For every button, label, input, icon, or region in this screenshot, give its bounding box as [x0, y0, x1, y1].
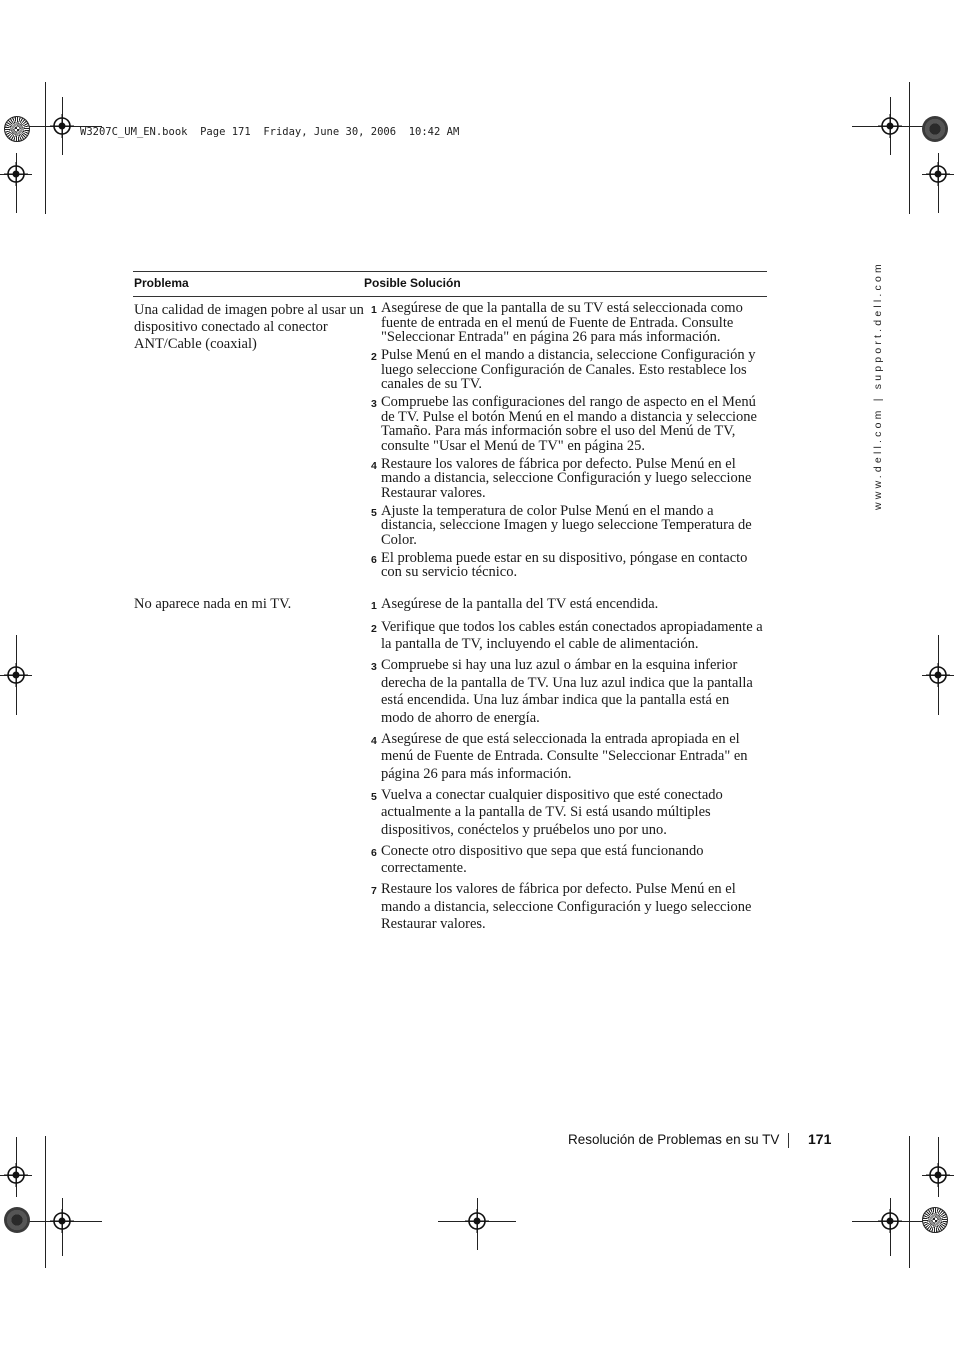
solution-item — [371, 395, 767, 453]
solution-item — [371, 551, 767, 580]
registration-target-icon — [465, 1209, 489, 1233]
table-row — [133, 297, 767, 583]
side-url: www.dell.com | support.dell.com — [872, 261, 884, 510]
solution-item — [371, 348, 767, 392]
registration-target-icon — [878, 1209, 902, 1233]
solution-list — [371, 596, 767, 937]
color-rosette-icon — [922, 1207, 948, 1233]
step-text: El problema puede estar en su dispositivo, póngase en contacto con su servicio técnico. — [381, 549, 748, 580]
step-text: Compruebe las configuraciones del rango de aspecto en el Menú de TV. Pulse el botón Menú en el mando a distancia y seleccione Tamaño. Para más información sobre el uso del Menú de TV, consulte "Usar el Menú de TV" en página 25. — [381, 394, 757, 454]
step-text: Pulse Menú en el mando a distancia, seleccione Configuración y luego seleccione Configuración de Canales. Esto restablece los canales de su TV. — [381, 347, 756, 392]
footer-divider — [788, 1133, 789, 1148]
problem-cell: Una calidad de imagen pobre al usar un dispositivo conectado al conector ANT/Cable (coaxial) — [134, 302, 364, 352]
registration-target-icon — [878, 114, 902, 138]
step-number: 5 — [371, 790, 377, 803]
step-number: 3 — [371, 398, 377, 410]
step-number: 6 — [371, 553, 377, 566]
solution-item — [371, 301, 767, 345]
step-number: 1 — [371, 600, 377, 612]
step-number: 2 — [371, 351, 377, 363]
solution-item — [371, 619, 767, 654]
color-rosette-icon — [4, 1207, 30, 1233]
step-text: Restaure los valores de fábrica por defecto. Pulse Menú en el mando a distancia, seleccione Configuración y luego seleccione Restaurar valores. — [381, 455, 752, 501]
solution-item — [371, 596, 767, 616]
step-text: Asegúrese de la pantalla del TV está encendida. — [381, 596, 659, 612]
registration-target-icon — [4, 162, 28, 186]
solution-list — [371, 297, 767, 583]
registration-target-icon — [926, 162, 950, 186]
step-number: 3 — [371, 661, 377, 674]
solution-item — [371, 843, 767, 878]
step-number: 1 — [371, 304, 377, 316]
registration-target-icon — [926, 1163, 950, 1187]
color-rosette-icon — [922, 116, 948, 142]
troubleshooting-table — [133, 271, 767, 937]
problem-cell: No aparece nada en mi TV. — [134, 596, 292, 612]
step-number: 5 — [371, 506, 377, 519]
table-header — [133, 271, 767, 297]
column-header-problem: Problema — [134, 276, 189, 290]
page-number: 171 — [808, 1131, 832, 1147]
step-text: Asegúrese de que la pantalla de su TV está seleccionada como fuente de entrada en el menú de Fuente de Entrada. Consulte "Seleccionar Entrada" en página 26 para más información. — [381, 300, 743, 345]
registration-target-icon — [926, 663, 950, 687]
step-number: 4 — [371, 459, 377, 472]
solution-item — [371, 731, 767, 784]
step-number: 6 — [371, 846, 377, 859]
table-row — [133, 596, 767, 937]
solution-item — [371, 881, 767, 934]
step-text: Compruebe si hay una luz azul o ámbar en la esquina inferior derecha de la pantalla de TV. Una luz azul indica que la pantalla está encendida. Una luz ámbar indica que la pantalla está en modo de ahorro de energía. — [381, 657, 753, 726]
solution-item — [371, 657, 767, 727]
registration-target-icon — [4, 663, 28, 687]
footer-section-title: Resolución de Problemas en su TV — [568, 1132, 780, 1147]
solution-item — [371, 504, 767, 548]
registration-target-icon — [50, 1209, 74, 1233]
column-header-solution: Posible Solución — [364, 276, 461, 290]
step-text: Conecte otro dispositivo que sepa que está funcionando correctamente. — [381, 842, 704, 877]
solution-item — [371, 457, 767, 501]
step-text: Restaure los valores de fábrica por defecto. Pulse Menú en el mando a distancia, seleccione Configuración y luego seleccione Restaurar valores. — [381, 881, 752, 933]
step-text: Ajuste la temperatura de color Pulse Menú en el mando a distancia, seleccione Imagen y luego seleccione Temperatura de Color. — [381, 502, 752, 548]
step-text: Verifique que todos los cables están conectados apropiadamente a la pantalla de TV, incluyendo el cable de alimentación. — [381, 618, 763, 653]
registration-target-icon — [4, 1163, 28, 1187]
step-text: Asegúrese de que está seleccionada la entrada apropiada en el menú de Fuente de Entrada. Consulte "Seleccionar Entrada" en página 26 para más información. — [381, 730, 748, 782]
step-number: 4 — [371, 734, 377, 747]
registration-target-icon — [50, 114, 74, 138]
solution-item — [371, 787, 767, 840]
step-text: Vuelva a conectar cualquier dispositivo que esté conectado actualmente a la pantalla de TV. Si está usando múltiples dispositivos, conéctelos y pruébelos uno por uno. — [381, 786, 723, 838]
step-number: 2 — [371, 622, 377, 635]
book-info-header: W3207C_UM_EN.book Page 171 Friday, June 30, 2006 10:42 AM — [80, 126, 460, 138]
color-rosette-icon — [4, 116, 30, 142]
step-number: 7 — [371, 885, 377, 898]
